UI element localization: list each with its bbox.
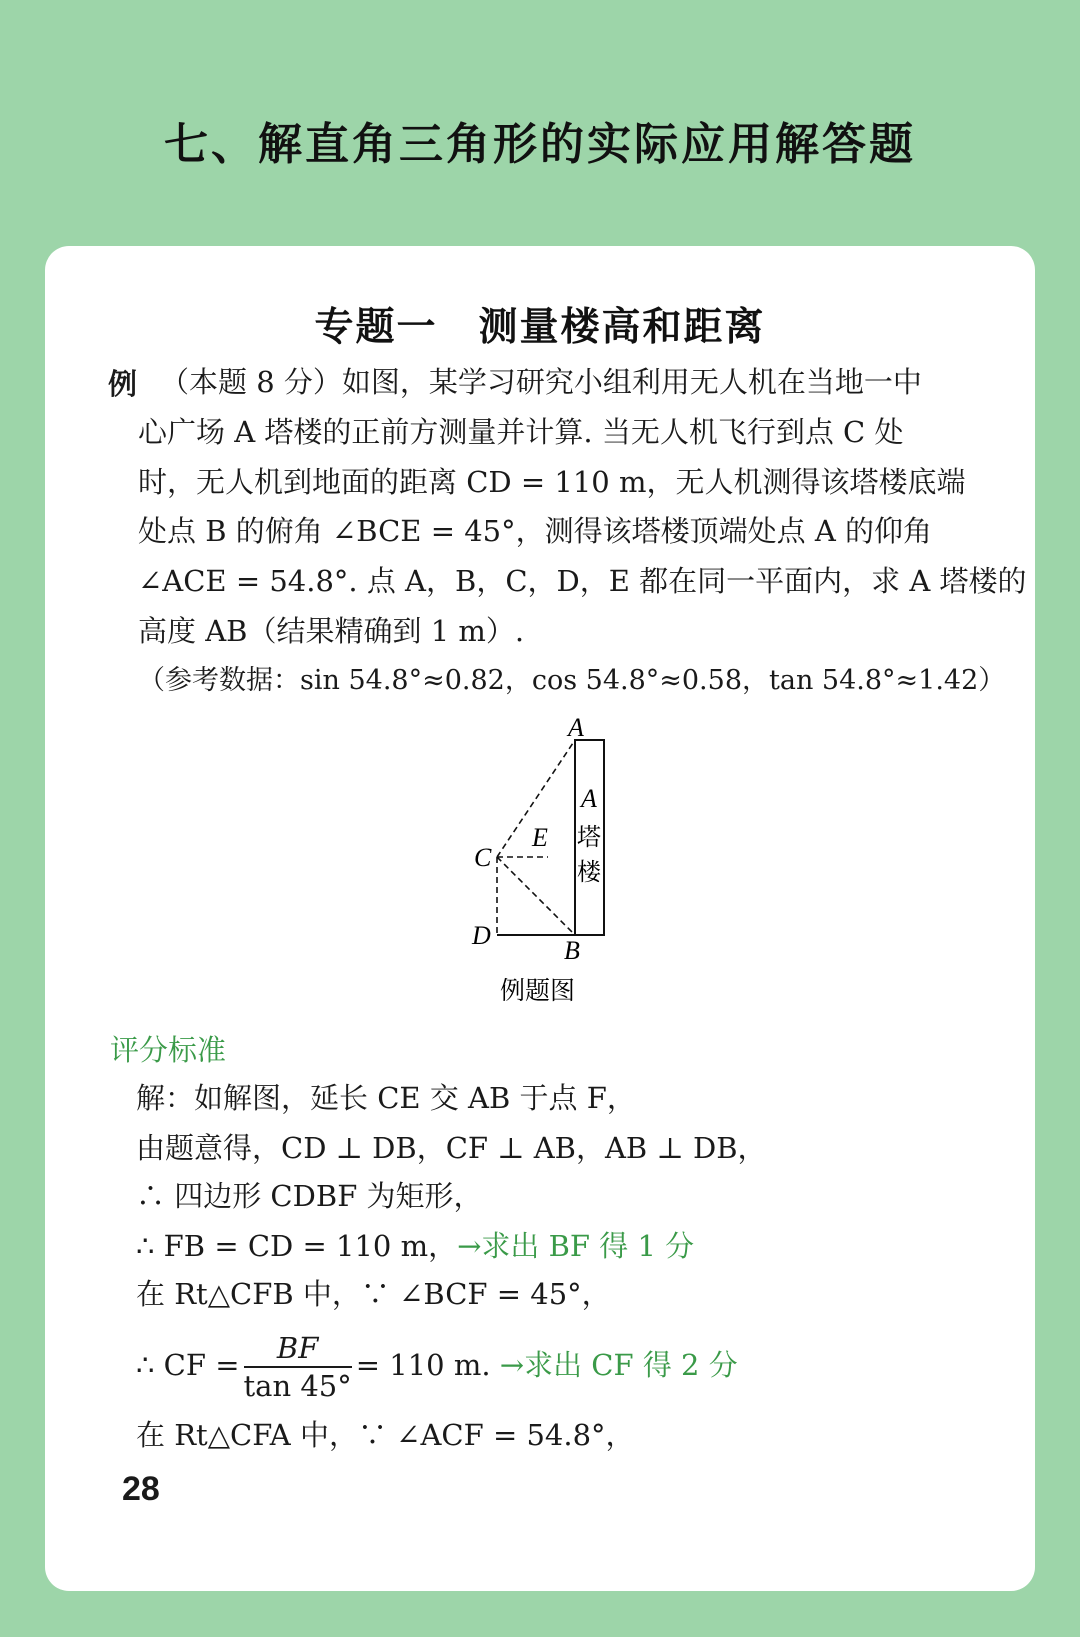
solution-line: 在 Rt△CFA 中，∵ ∠ACF = 54.8°， [136,1418,635,1452]
tower-text-3: 楼 [577,858,601,886]
problem-line: 时，无人机到地面的距离 CD = 110 m，无人机测得该塔楼底端 [138,465,966,499]
tower-text-1: A [581,784,597,813]
tower-text-2: 塔 [577,823,601,851]
score-note: →求出 CF 得 2 分 [499,1348,738,1382]
label-C: C [474,843,492,872]
problem-line: 处点 B 的俯角 ∠BCE = 45°，测得该塔楼顶端处点 A 的仰角 [138,514,932,548]
label-E: E [532,823,548,852]
section-subtitle: 专题一 测量楼高和距离 [314,305,766,350]
page-number: 28 [122,1470,160,1508]
example-figure [460,710,640,1010]
solution-text: ∴ FB = CD = 110 m， [136,1229,458,1263]
problem-line: ∠ACE = 54.8°. 点 A，B，C，D，E 都在同一平面内，求 A 塔楼的 [138,564,1027,598]
reference-data: （参考数据：sin 54.8°≈0.82，cos 54.8°≈0.58，tan 54.8°≈1.42） [138,665,1006,696]
fraction-denominator: tan 45° [243,1369,352,1403]
dashed-CB [497,857,575,935]
problem-line: 心广场 A 塔楼的正前方测量并计算. 当无人机飞行到点 C 处 [138,415,904,449]
solution-line: 在 Rt△CFB 中，∵ ∠BCF = 45°， [136,1277,611,1311]
chapter-title: 七、解直角三角形的实际应用解答题 [164,119,916,170]
solution-line: 由题意得，CD ⊥ DB，CF ⊥ AB，AB ⊥ DB， [136,1131,767,1165]
solution-text: ∴ CF = [136,1348,240,1382]
solution-line: 解：如解图，延长 CE 交 AB 于点 F， [136,1081,636,1115]
example-label: 例 [108,367,138,401]
label-D: D [472,921,491,950]
problem-line: 高度 AB（结果精确到 1 m）. [138,614,525,648]
label-A: A [568,713,584,742]
label-B: B [564,936,580,965]
solution-line [136,1226,694,1266]
solution-line-fraction [136,1328,738,1404]
solution-line: ∴ 四边形 CDBF 为矩形， [136,1179,483,1213]
figure-caption: 例题图 [500,976,576,1005]
fraction-numerator: BF [244,1330,352,1368]
score-note: →求出 BF 得 1 分 [457,1229,695,1263]
problem-line: （本题 8 分）如图，某学习研究小组利用无人机在当地一中 [160,365,922,399]
fraction [244,1330,352,1404]
scoring-heading: 评分标准 [110,1033,227,1067]
solution-text: = 110 m. [355,1348,491,1382]
